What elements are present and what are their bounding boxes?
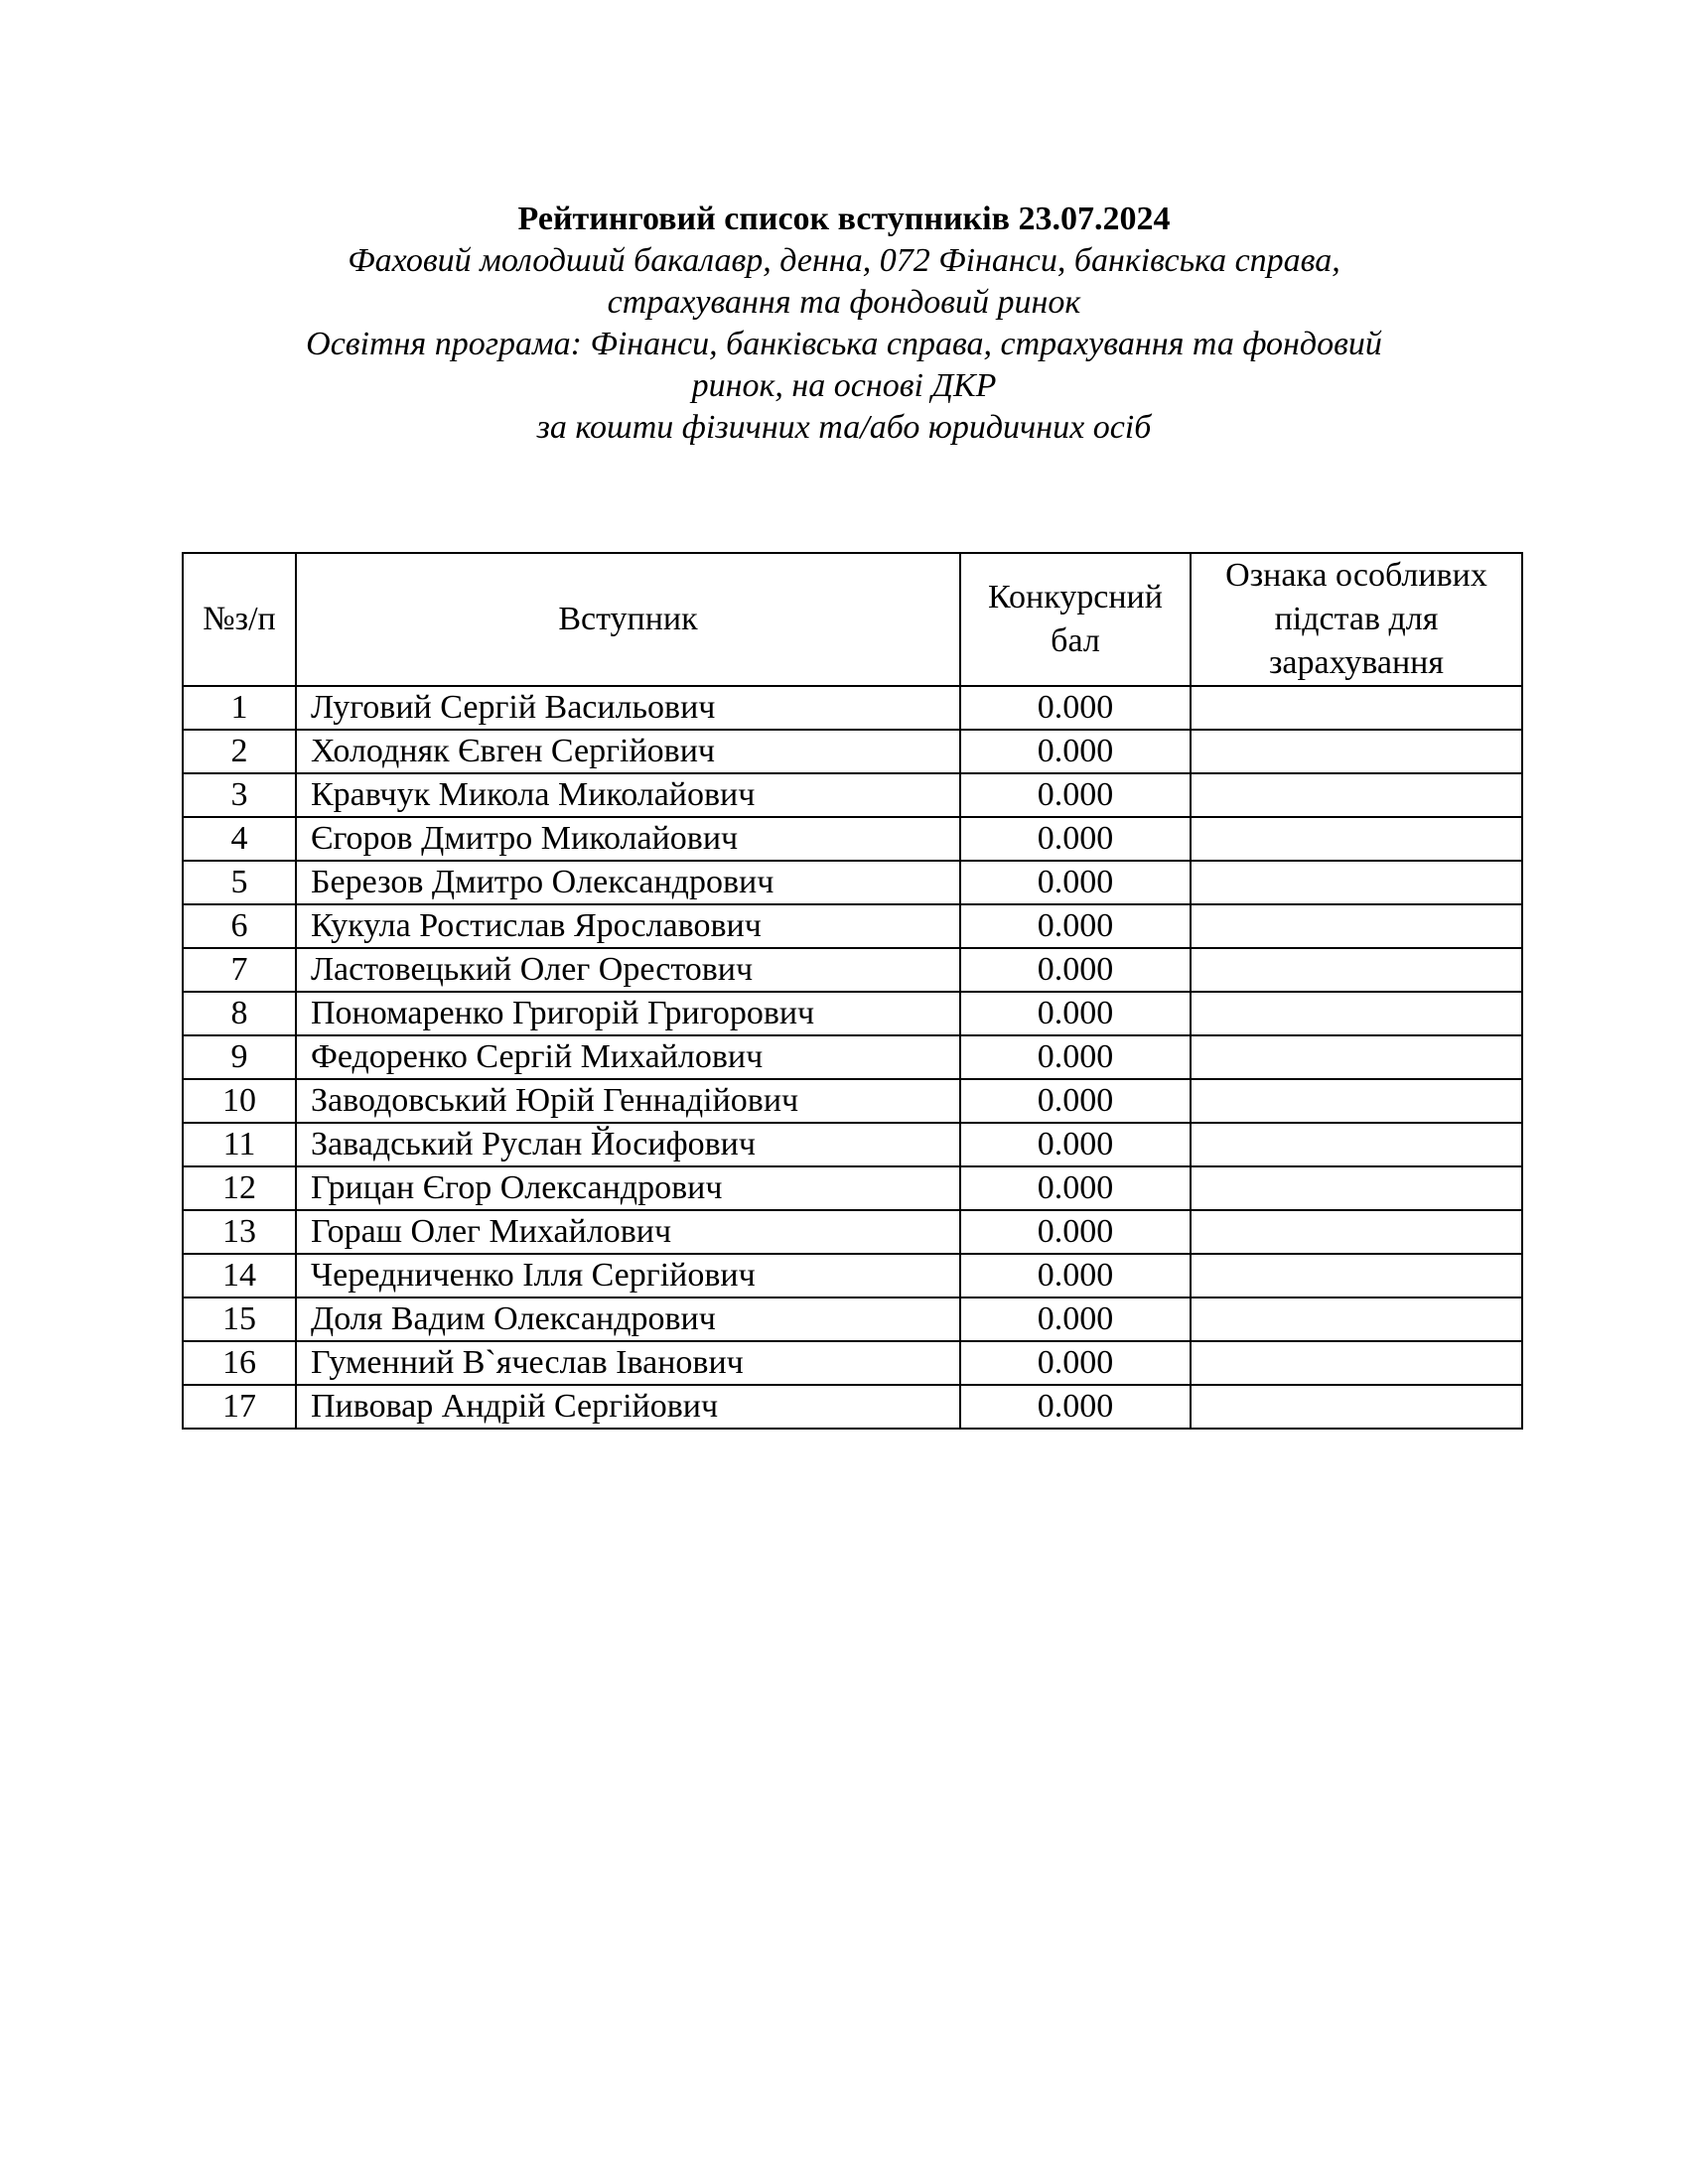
- column-header-number: №з/п: [183, 553, 296, 686]
- row-number: 9: [183, 1035, 296, 1079]
- competition-score: 0.000: [960, 1254, 1191, 1297]
- table-row: [183, 773, 1522, 817]
- table-row: [183, 817, 1522, 861]
- table-row: [183, 1035, 1522, 1079]
- competition-score: 0.000: [960, 1166, 1191, 1210]
- row-number: 4: [183, 817, 296, 861]
- special-mark: [1191, 1166, 1522, 1210]
- special-mark: [1191, 948, 1522, 992]
- special-mark: [1191, 1079, 1522, 1123]
- applicant-name: Луговий Сергій Васильович: [296, 686, 960, 730]
- column-header-applicant: Вступник: [296, 553, 960, 686]
- row-number: 17: [183, 1385, 296, 1429]
- table-row: [183, 1297, 1522, 1341]
- table-row: [183, 1166, 1522, 1210]
- applicant-name: Федоренко Сергій Михайлович: [296, 1035, 960, 1079]
- table-row: [183, 904, 1522, 948]
- applicant-name: Ластовецький Олег Орестович: [296, 948, 960, 992]
- competition-score: 0.000: [960, 1297, 1191, 1341]
- applicant-name: Заводовський Юрій Геннадійович: [296, 1079, 960, 1123]
- special-mark: [1191, 686, 1522, 730]
- competition-score: 0.000: [960, 686, 1191, 730]
- special-mark: [1191, 1341, 1522, 1385]
- table-row: [183, 686, 1522, 730]
- table-row: [183, 1123, 1522, 1166]
- applicant-name: Чередниченко Ілля Сергійович: [296, 1254, 960, 1297]
- ranking-table-container: [182, 552, 1521, 1430]
- row-number: 14: [183, 1254, 296, 1297]
- applicant-name: Гораш Олег Михайлович: [296, 1210, 960, 1254]
- table-row: [183, 1254, 1522, 1297]
- document-title: Рейтинговий список вступників 23.07.2024: [517, 201, 1171, 237]
- competition-score: 0.000: [960, 1385, 1191, 1429]
- column-header-score: Конкурсний бал: [960, 553, 1191, 686]
- row-number: 3: [183, 773, 296, 817]
- applicant-name: Березов Дмитро Олександрович: [296, 861, 960, 904]
- program-line: Фаховий молодший бакалавр, денна, 072 Фінанси, банківська справа,: [348, 242, 1340, 279]
- competition-score: 0.000: [960, 992, 1191, 1035]
- special-mark: [1191, 1385, 1522, 1429]
- row-number: 16: [183, 1341, 296, 1385]
- special-mark: [1191, 1123, 1522, 1166]
- table-header-row: [183, 553, 1522, 686]
- special-mark: [1191, 730, 1522, 773]
- applicant-name: Єгоров Дмитро Миколайович: [296, 817, 960, 861]
- row-number: 6: [183, 904, 296, 948]
- row-number: 5: [183, 861, 296, 904]
- table-body: [183, 686, 1522, 1429]
- special-mark: [1191, 1035, 1522, 1079]
- special-mark: [1191, 904, 1522, 948]
- row-number: 1: [183, 686, 296, 730]
- competition-score: 0.000: [960, 1341, 1191, 1385]
- competition-score: 0.000: [960, 861, 1191, 904]
- competition-score: 0.000: [960, 904, 1191, 948]
- applicant-name: Пивовар Андрій Сергійович: [296, 1385, 960, 1429]
- applicant-name: Доля Вадим Олександрович: [296, 1297, 960, 1341]
- table-row: [183, 1079, 1522, 1123]
- competition-score: 0.000: [960, 730, 1191, 773]
- applicant-name: Кукула Ростислав Ярославович: [296, 904, 960, 948]
- applicant-name: Грицан Єгор Олександрович: [296, 1166, 960, 1210]
- table-row: [183, 992, 1522, 1035]
- row-number: 7: [183, 948, 296, 992]
- applicant-name: Пономаренко Григорій Григорович: [296, 992, 960, 1035]
- ranking-table: [182, 552, 1523, 1430]
- row-number: 2: [183, 730, 296, 773]
- special-mark: [1191, 1254, 1522, 1297]
- row-number: 13: [183, 1210, 296, 1254]
- competition-score: 0.000: [960, 817, 1191, 861]
- table-row: [183, 1341, 1522, 1385]
- applicant-name: Гуменний В`ячеслав Іванович: [296, 1341, 960, 1385]
- table-row: [183, 1385, 1522, 1429]
- special-mark: [1191, 861, 1522, 904]
- special-mark: [1191, 817, 1522, 861]
- competition-score: 0.000: [960, 1079, 1191, 1123]
- table-row: [183, 1210, 1522, 1254]
- program-line: ринок, на основі ДКР: [691, 367, 997, 404]
- program-line: Освітня програма: Фінанси, банківська справа, страхування та фондовий: [306, 326, 1382, 362]
- table-row: [183, 948, 1522, 992]
- column-header-special-mark: Ознака особливих підстав для зарахування: [1191, 553, 1522, 686]
- special-mark: [1191, 992, 1522, 1035]
- document-header: [0, 199, 1688, 449]
- row-number: 10: [183, 1079, 296, 1123]
- applicant-name: Холодняк Євген Сергійович: [296, 730, 960, 773]
- competition-score: 0.000: [960, 1123, 1191, 1166]
- applicant-name: Кравчук Микола Миколайович: [296, 773, 960, 817]
- special-mark: [1191, 773, 1522, 817]
- competition-score: 0.000: [960, 948, 1191, 992]
- special-mark: [1191, 1210, 1522, 1254]
- competition-score: 0.000: [960, 1210, 1191, 1254]
- row-number: 8: [183, 992, 296, 1035]
- table-row: [183, 730, 1522, 773]
- row-number: 12: [183, 1166, 296, 1210]
- program-line: страхування та фондовий ринок: [607, 284, 1081, 321]
- special-mark: [1191, 1297, 1522, 1341]
- row-number: 11: [183, 1123, 296, 1166]
- program-line: за кошти фізичних та/або юридичних осіб: [536, 409, 1152, 446]
- row-number: 15: [183, 1297, 296, 1341]
- table-row: [183, 861, 1522, 904]
- applicant-name: Завадський Руслан Йосифович: [296, 1123, 960, 1166]
- competition-score: 0.000: [960, 1035, 1191, 1079]
- competition-score: 0.000: [960, 773, 1191, 817]
